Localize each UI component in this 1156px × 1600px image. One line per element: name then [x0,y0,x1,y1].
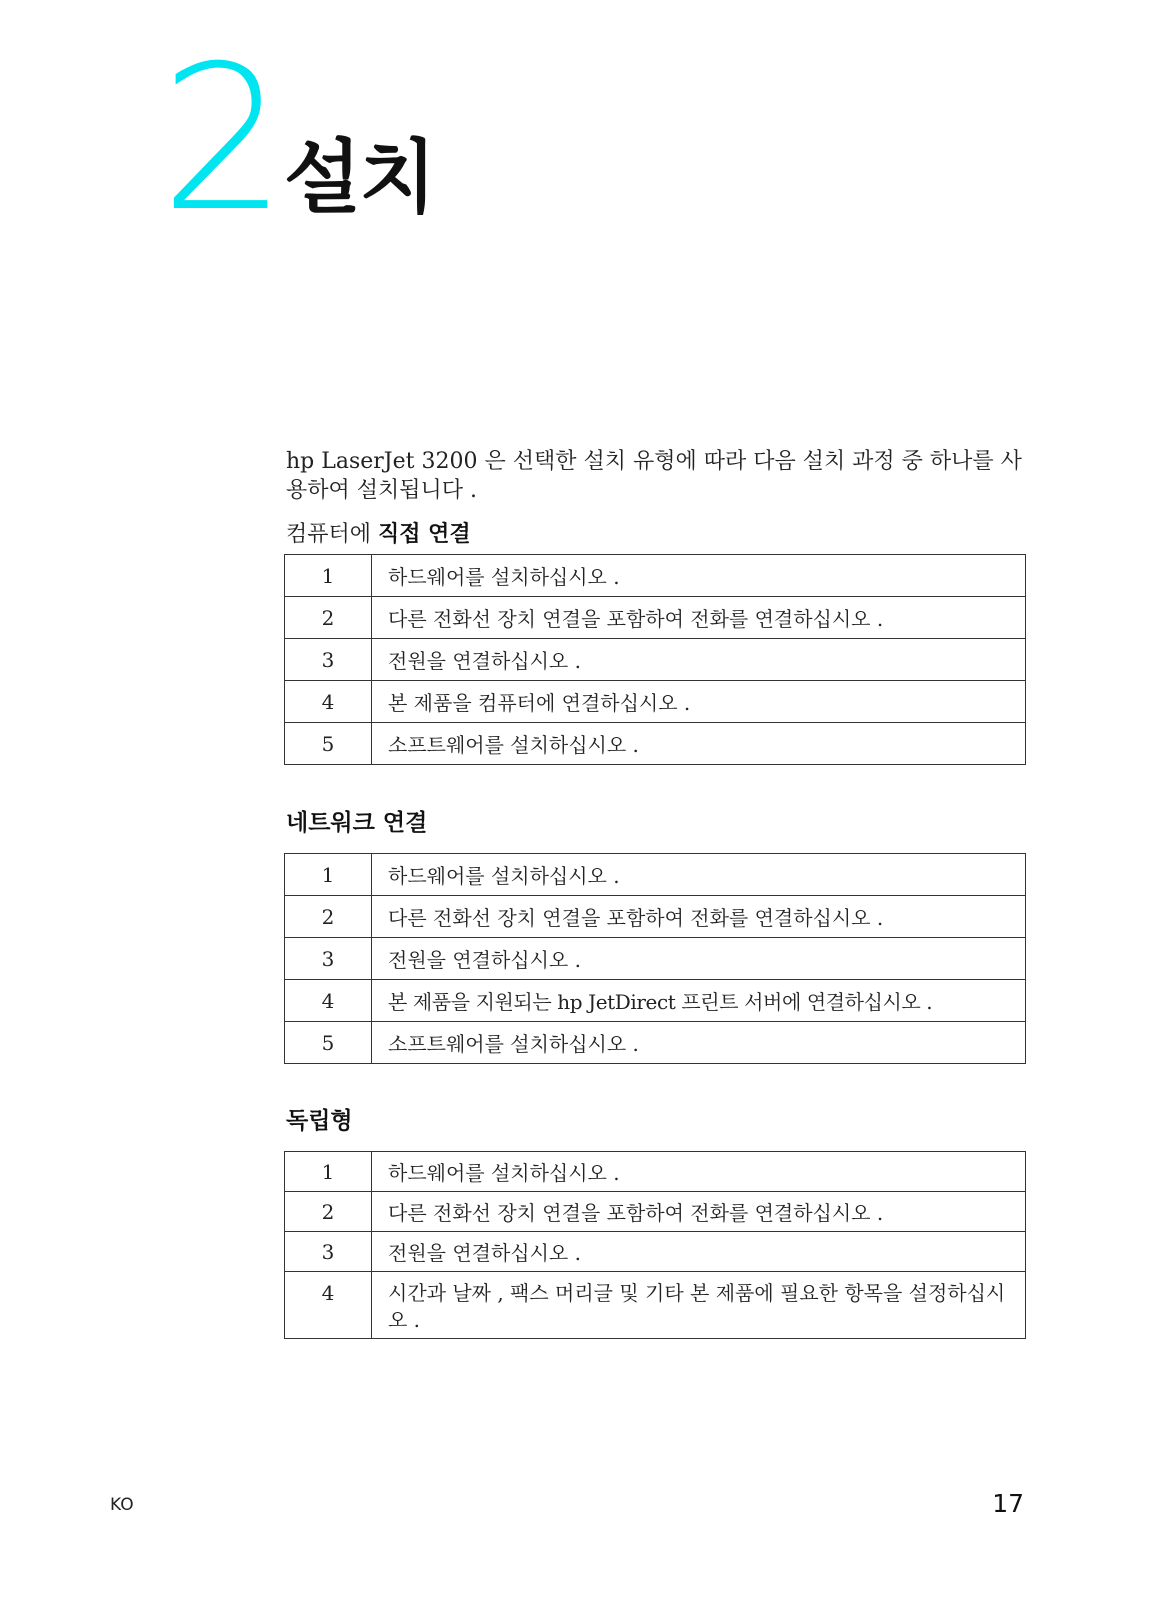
table-row [285,896,1026,938]
table-row [285,980,1026,1022]
standalone-heading: 독립형 [286,1108,353,1134]
direct-connection-heading [286,520,471,550]
step-number: 4 [285,681,372,723]
step-text: 소프트웨어를 설치하십시오 . [372,723,1026,765]
step-text: 소프트웨어를 설치하십시오 . [372,1022,1026,1064]
table-row [285,1192,1026,1232]
table-row [285,681,1026,723]
table-row [285,723,1026,765]
step-text: 전원을 연결하십시오 . [372,639,1026,681]
step-number: 5 [285,1022,372,1064]
step-text: 전원을 연결하십시오 . [372,938,1026,980]
step-number: 1 [285,1152,372,1192]
direct-connection-steps-table [284,554,1026,765]
direct-heading-prefix: 컴퓨터에 [286,522,379,547]
step-text: 하드웨어를 설치하십시오 . [372,854,1026,896]
table-row [285,597,1026,639]
step-text: 본 제품을 지원되는 hp JetDirect 프린트 서버에 연결하십시오 . [372,980,1026,1022]
intro-paragraph: hp LaserJet 3200 은 선택한 설치 유형에 따라 다음 설치 과정 중 하나를 사용하여 설치됩니다 . [286,449,1022,503]
step-text: 하드웨어를 설치하십시오 . [372,555,1026,597]
table-row [285,1232,1026,1272]
network-connection-heading: 네트워크 연결 [286,810,428,836]
step-number: 3 [285,1232,372,1272]
step-number: 3 [285,639,372,681]
step-number: 2 [285,896,372,938]
table-row [285,555,1026,597]
step-text: 시간과 날짜 , 팩스 머리글 및 기타 본 제품에 필요한 항목을 설정하십시오 . [372,1272,1026,1339]
step-text: 전원을 연결하십시오 . [372,1232,1026,1272]
step-text: 다른 전화선 장치 연결을 포함하여 전화를 연결하십시오 . [372,1192,1026,1232]
step-text: 하드웨어를 설치하십시오 . [372,1152,1026,1192]
step-text: 다른 전화선 장치 연결을 포함하여 전화를 연결하십시오 . [372,597,1026,639]
step-number: 5 [285,723,372,765]
step-number: 3 [285,938,372,980]
table-row [285,1022,1026,1064]
footer-page-number: 17 [992,1489,1024,1518]
table-row [285,639,1026,681]
step-number: 1 [285,555,372,597]
footer-language-code: KO [110,1495,134,1515]
chapter-number: 2 [160,23,288,256]
step-number: 2 [285,597,372,639]
step-number: 1 [285,854,372,896]
step-number: 4 [285,980,372,1022]
step-text: 본 제품을 컴퓨터에 연결하십시오 . [372,681,1026,723]
network-connection-steps-table [284,853,1026,1064]
table-row [285,1152,1026,1192]
step-number: 2 [285,1192,372,1232]
step-text: 다른 전화선 장치 연결을 포함하여 전화를 연결하십시오 . [372,896,1026,938]
chapter-title: 설치 [284,131,435,224]
step-number: 4 [285,1272,372,1339]
standalone-steps-table [284,1151,1026,1339]
direct-heading-bold: 직접 연결 [378,522,471,547]
table-row [285,938,1026,980]
table-row [285,854,1026,896]
table-row [285,1272,1026,1339]
